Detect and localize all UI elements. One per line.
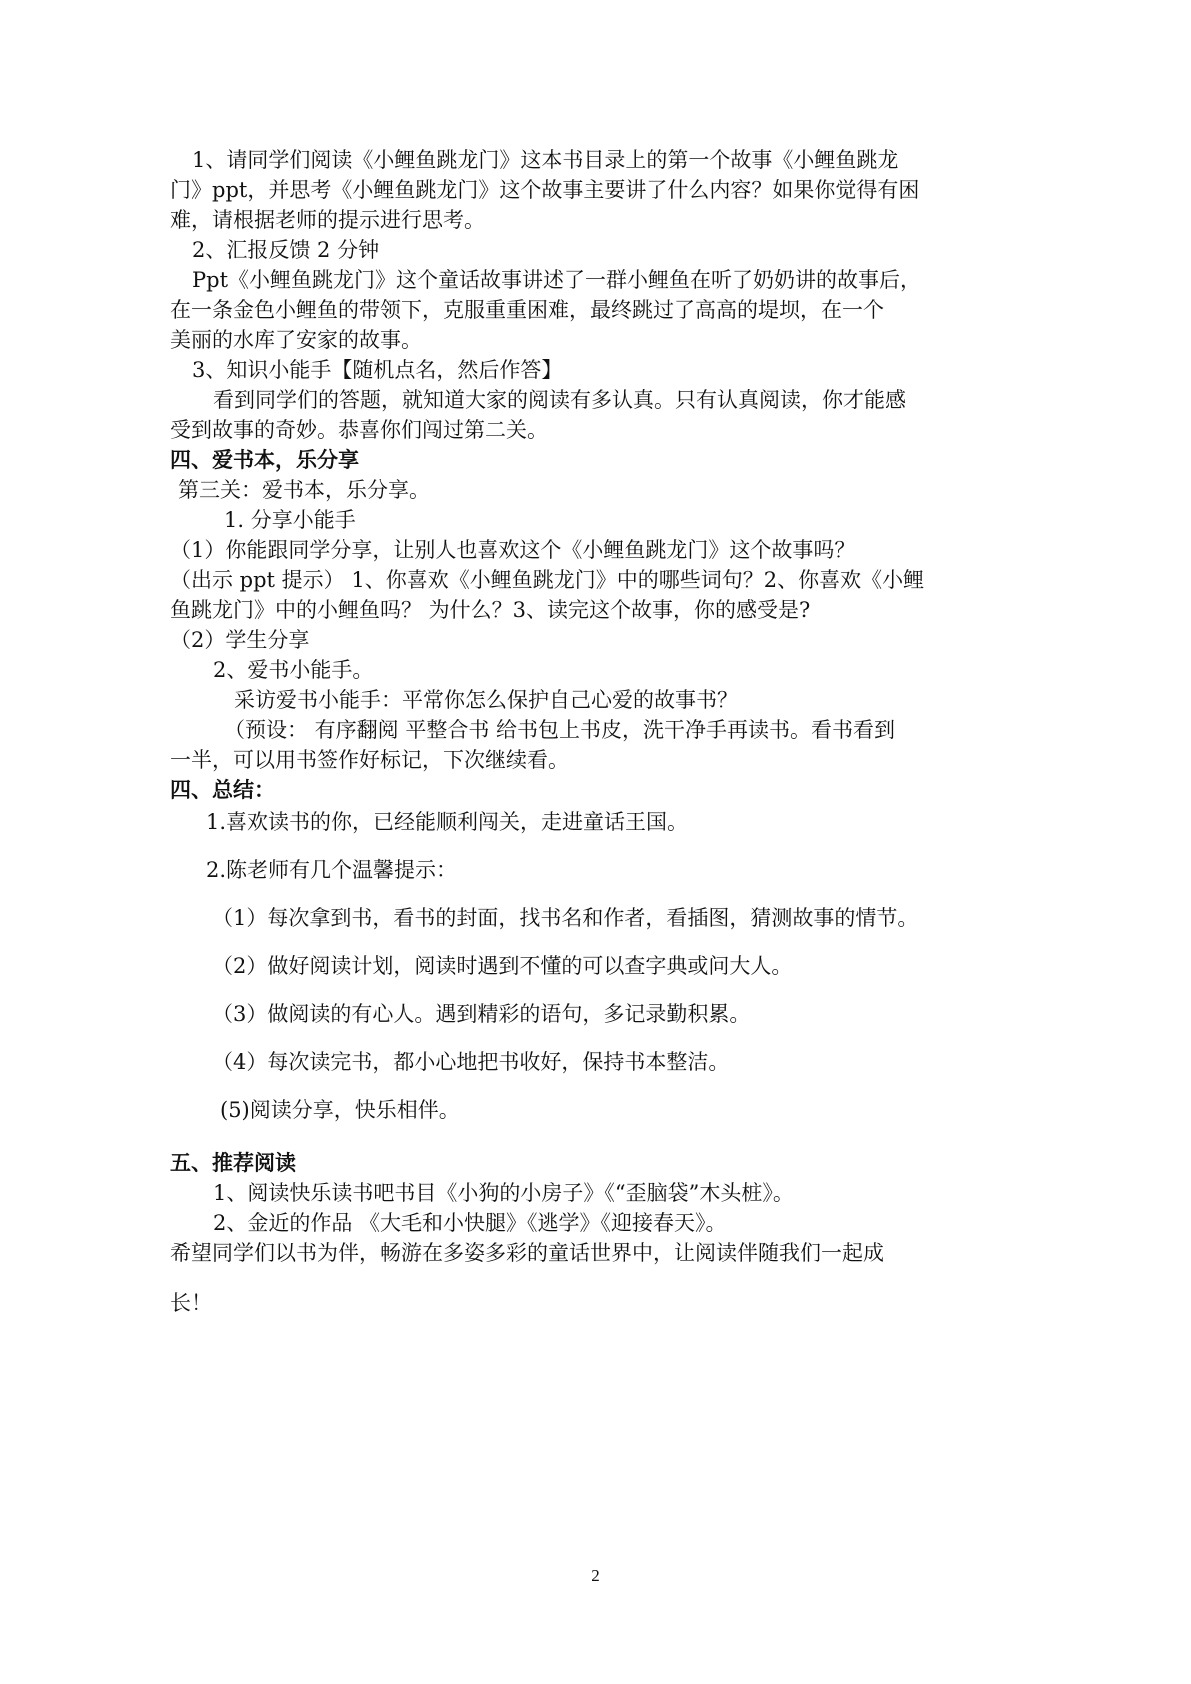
text-line: （预设： 有序翻阅 平整合书 给书包上书皮，洗干净手再读书。看书看到 [224, 718, 896, 742]
text-line: （3）做阅读的有心人。遇到精彩的语句，多记录勤积累。 [212, 1002, 751, 1026]
text-line: （出示 ppt 提示） 1、你喜欢《小鲤鱼跳龙门》中的哪些词句？2、你喜欢《小鲤 [170, 568, 925, 592]
text-line: 难，请根据老师的提示进行思考。 [170, 208, 485, 232]
text-line: 鱼跳龙门》中的小鲤鱼吗？ 为什么？3、读完这个故事，你的感受是? [170, 598, 811, 622]
text-line: 采访爱书小能手：平常你怎么保护自己心爱的故事书？ [234, 688, 738, 712]
text-line: 2、爱书小能手。 [213, 658, 374, 682]
text-line: （4）每次读完书，都小心地把书收好，保持书本整洁。 [212, 1050, 730, 1074]
text-line: 2.陈老师有几个温馨提示： [206, 858, 458, 882]
section-heading: 四、总结： [170, 778, 275, 802]
text-line: 受到故事的奇妙。恭喜你们闯过第二关。 [170, 418, 548, 442]
text-line: 第三关：爱书本，乐分享。 [178, 478, 430, 502]
text-line: Ppt《小鲤鱼跳龙门》这个童话故事讲述了一群小鲤鱼在听了奶奶讲的故事后， [192, 268, 922, 292]
page-number: 2 [591, 1566, 600, 1585]
text-line: （1）你能跟同学分享，让别人也喜欢这个《小鲤鱼跳龙门》这个故事吗？ [170, 538, 856, 562]
text-line: 美丽的水库了安家的故事。 [170, 328, 422, 352]
text-line: （1）每次拿到书，看书的封面，找书名和作者，看插图，猜测故事的情节。 [212, 906, 919, 930]
text-line: （2）学生分享 [170, 628, 310, 652]
section-heading: 四、爱书本，乐分享 [170, 448, 359, 472]
section-heading: 五、推荐阅读 [170, 1151, 296, 1175]
text-line: 1.喜欢读书的你，已经能顺利闯关，走进童话王国。 [206, 810, 689, 834]
text-line: 在一条金色小鲤鱼的带领下，克服重重困难，最终跳过了高高的堤坝，在一个 [170, 298, 884, 322]
text-line: 1、阅读快乐读书吧书目《小狗的小房子》《“歪脑袋”木头桩》。 [213, 1181, 794, 1205]
text-line: （2）做好阅读计划，阅读时遇到不懂的可以查字典或问大人。 [212, 954, 793, 978]
text-line: 希望同学们以书为伴，畅游在多姿多彩的童话世界中，让阅读伴随我们一起成 [170, 1241, 884, 1265]
text-line: 看到同学们的答题，就知道大家的阅读有多认真。只有认真阅读，你才能感 [213, 388, 906, 412]
text-line: 1. 分享小能手 [224, 508, 356, 532]
text-line: 一半，可以用书签作好标记，下次继续看。 [170, 748, 569, 772]
text-line: 1、请同学们阅读《小鲤鱼跳龙门》这本书目录上的第一个故事《小鲤鱼跳龙 [192, 148, 899, 172]
text-line: 3、知识小能手【随机点名，然后作答】 [192, 358, 563, 382]
text-line: 2、金近的作品 《大毛和小快腿》《逃学》《迎接春天》。 [213, 1211, 727, 1235]
text-line: 门》ppt，并思考《小鲤鱼跳龙门》这个故事主要讲了什么内容？如果你觉得有困 [170, 178, 920, 202]
text-line: 2、汇报反馈 2 分钟 [192, 238, 380, 262]
text-line: (5)阅读分享，快乐相伴。 [220, 1098, 460, 1122]
text-line: 长！ [170, 1291, 212, 1315]
